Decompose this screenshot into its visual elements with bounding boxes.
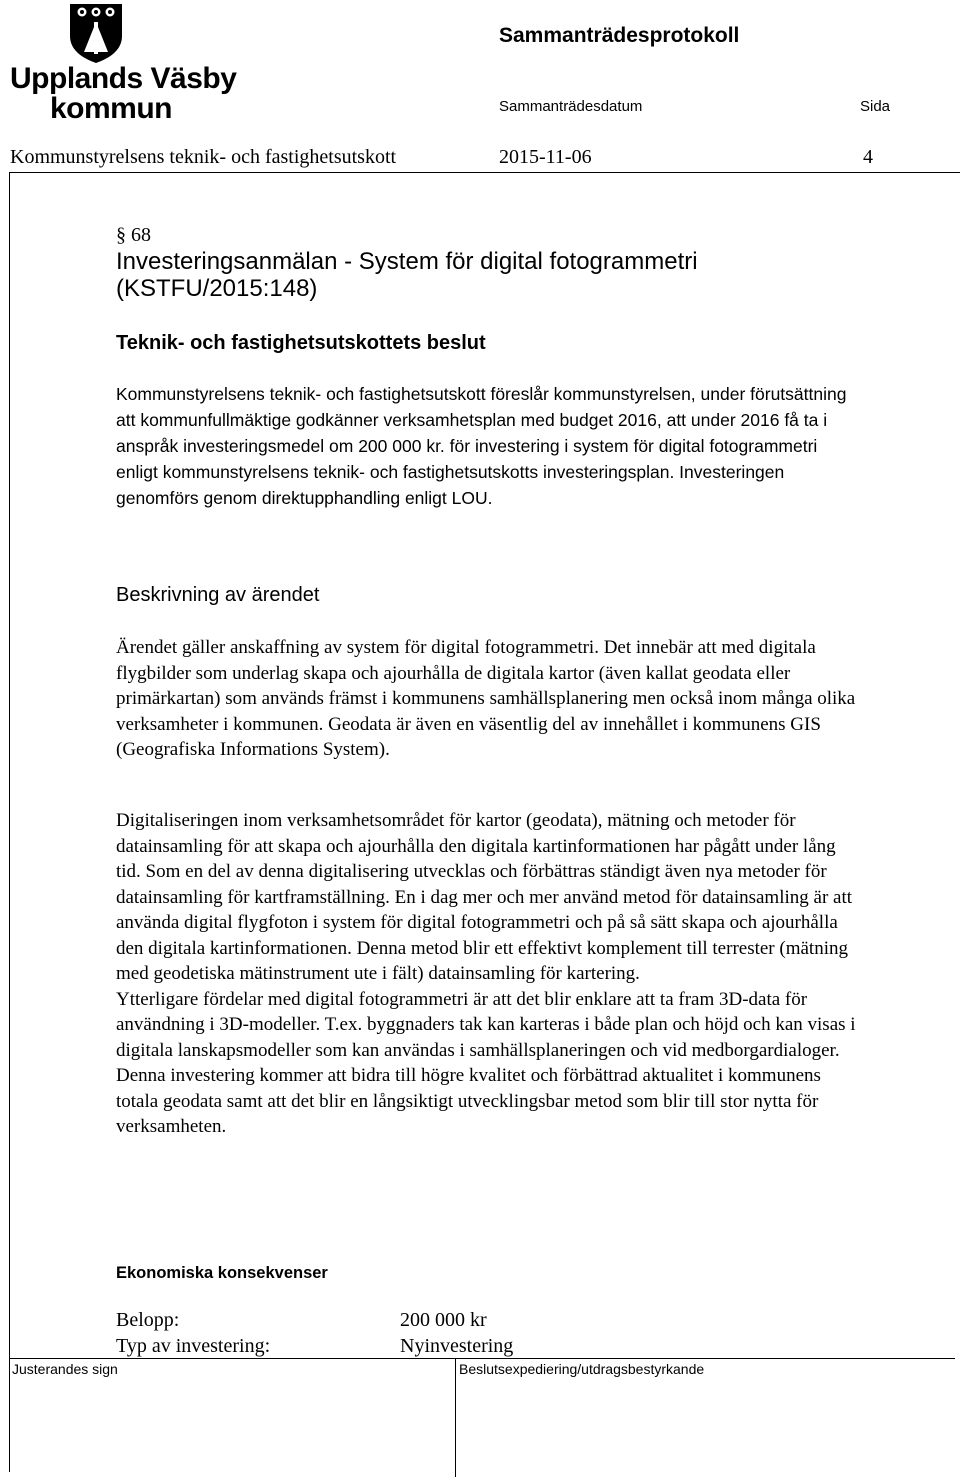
page-label: Sida [860, 98, 891, 115]
footer-column-divider [455, 1358, 456, 1477]
page-number: 4 [863, 146, 873, 168]
footer-signature-label: Justerandes sign [12, 1361, 118, 1377]
footer-divider [9, 1358, 955, 1359]
meeting-date-label: Sammanträdesdatum [499, 98, 643, 115]
footer-dispatch-label: Beslutsexpediering/utdragsbestyrkande [459, 1361, 705, 1377]
description-paragraph-1: Ärendet gäller anskaffning av system för digital fotogrammetri. Det innebär att med digitala flygbilder som underlag skapa och ajourhålla de digitala kartor (även kallat geodata eller primärkartan) som används främst i kommunens samhällsplanering men också inom många olika verksamheter i kommunen. Geodata är även en väsentlig del av innehållet i kommunens GIS (Geografiska Informations System). [116, 637, 856, 760]
description-heading: Beskrivning av ärendet [116, 584, 320, 606]
logo-wordmark-line1: Upplands Väsby [10, 62, 237, 95]
section-title: Investeringsanmälan - System för digital fotogrammetri (KSTFU/2015:148) [116, 248, 698, 302]
document-type: Sammanträdesprotokoll [499, 24, 740, 47]
description-paragraph-2: Digitaliseringen inom verksamhetsområdet för kartor (geodata), mätning och metoder för datainsamling för att skapa och ajourhålla den digitala kartinformationen har pågått under lång tid. Som en del av denna digitalisering utvecklas och förbättras ständigt även nya metoder för datainsamling för kartframställning. En i dag mer och mer använd metod för datainsamling är att använda digital flygfoton i system för digital fotogrammetri och på så sätt skapa och ajourhålla den digitala kartinformationen. Denna metod blir ett effektivt komplement till terrester (mätning med geodetiska mätinstrument ute i fält) datainsamling för kartering. [116, 810, 853, 984]
description-paragraph-4: Denna investering kommer att bidra till högre kvalitet och förbättrad aktualitet i kommunens totala geodata samt att det blir en långsiktigt utvecklingsbar metod som blir till stor nytta för verksamheten. [116, 1065, 821, 1137]
investment-type-label: Typ av investering: [116, 1335, 271, 1357]
investment-type-value: Nyinvestering [400, 1335, 514, 1357]
decision-text: Kommunstyrelsens teknik- och fastighetsutskott föreslår kommunstyrelsen, under förutsättning att kommunfullmäktige godkänner verksamhetsplan med budget 2016, att under 2016 få ta i anspråk investeringsmedel om 200 000 kr. för investering i system för digital fotogrammetri enligt kommunstyrelsens teknik- och fastighetsutskotts investeringsplan. Investeringen genomförs genom direktupphandling enligt LOU. [116, 384, 847, 508]
description-paragraph-3: Ytterligare fördelar med digital fotogrammetri är att det blir enklare att ta fram 3D-data för användning i 3D-modeller. T.ex. byggnaders tak kan karteras i både plan och höjd och kan visas i digitala lanskapsmodeller som kan användas i samhällsplaneringen och vid medborgardialoger. [116, 988, 856, 1061]
decision-heading: Teknik- och fastighetsutskottets beslut [116, 332, 486, 354]
municipality-crest-icon [68, 2, 124, 64]
meeting-date: 2015-11-06 [499, 146, 592, 168]
economic-heading: Ekonomiska konsekvenser [116, 1264, 328, 1282]
description-body [116, 808, 856, 1140]
paragraph-number: § 68 [116, 224, 151, 246]
committee-name: Kommunstyrelsens teknik- och fastighetsutskott [10, 146, 397, 168]
amount-label: Belopp: [116, 1309, 180, 1331]
logo-wordmark-line2: kommun [50, 92, 173, 125]
amount-value: 200 000 kr [400, 1309, 487, 1331]
